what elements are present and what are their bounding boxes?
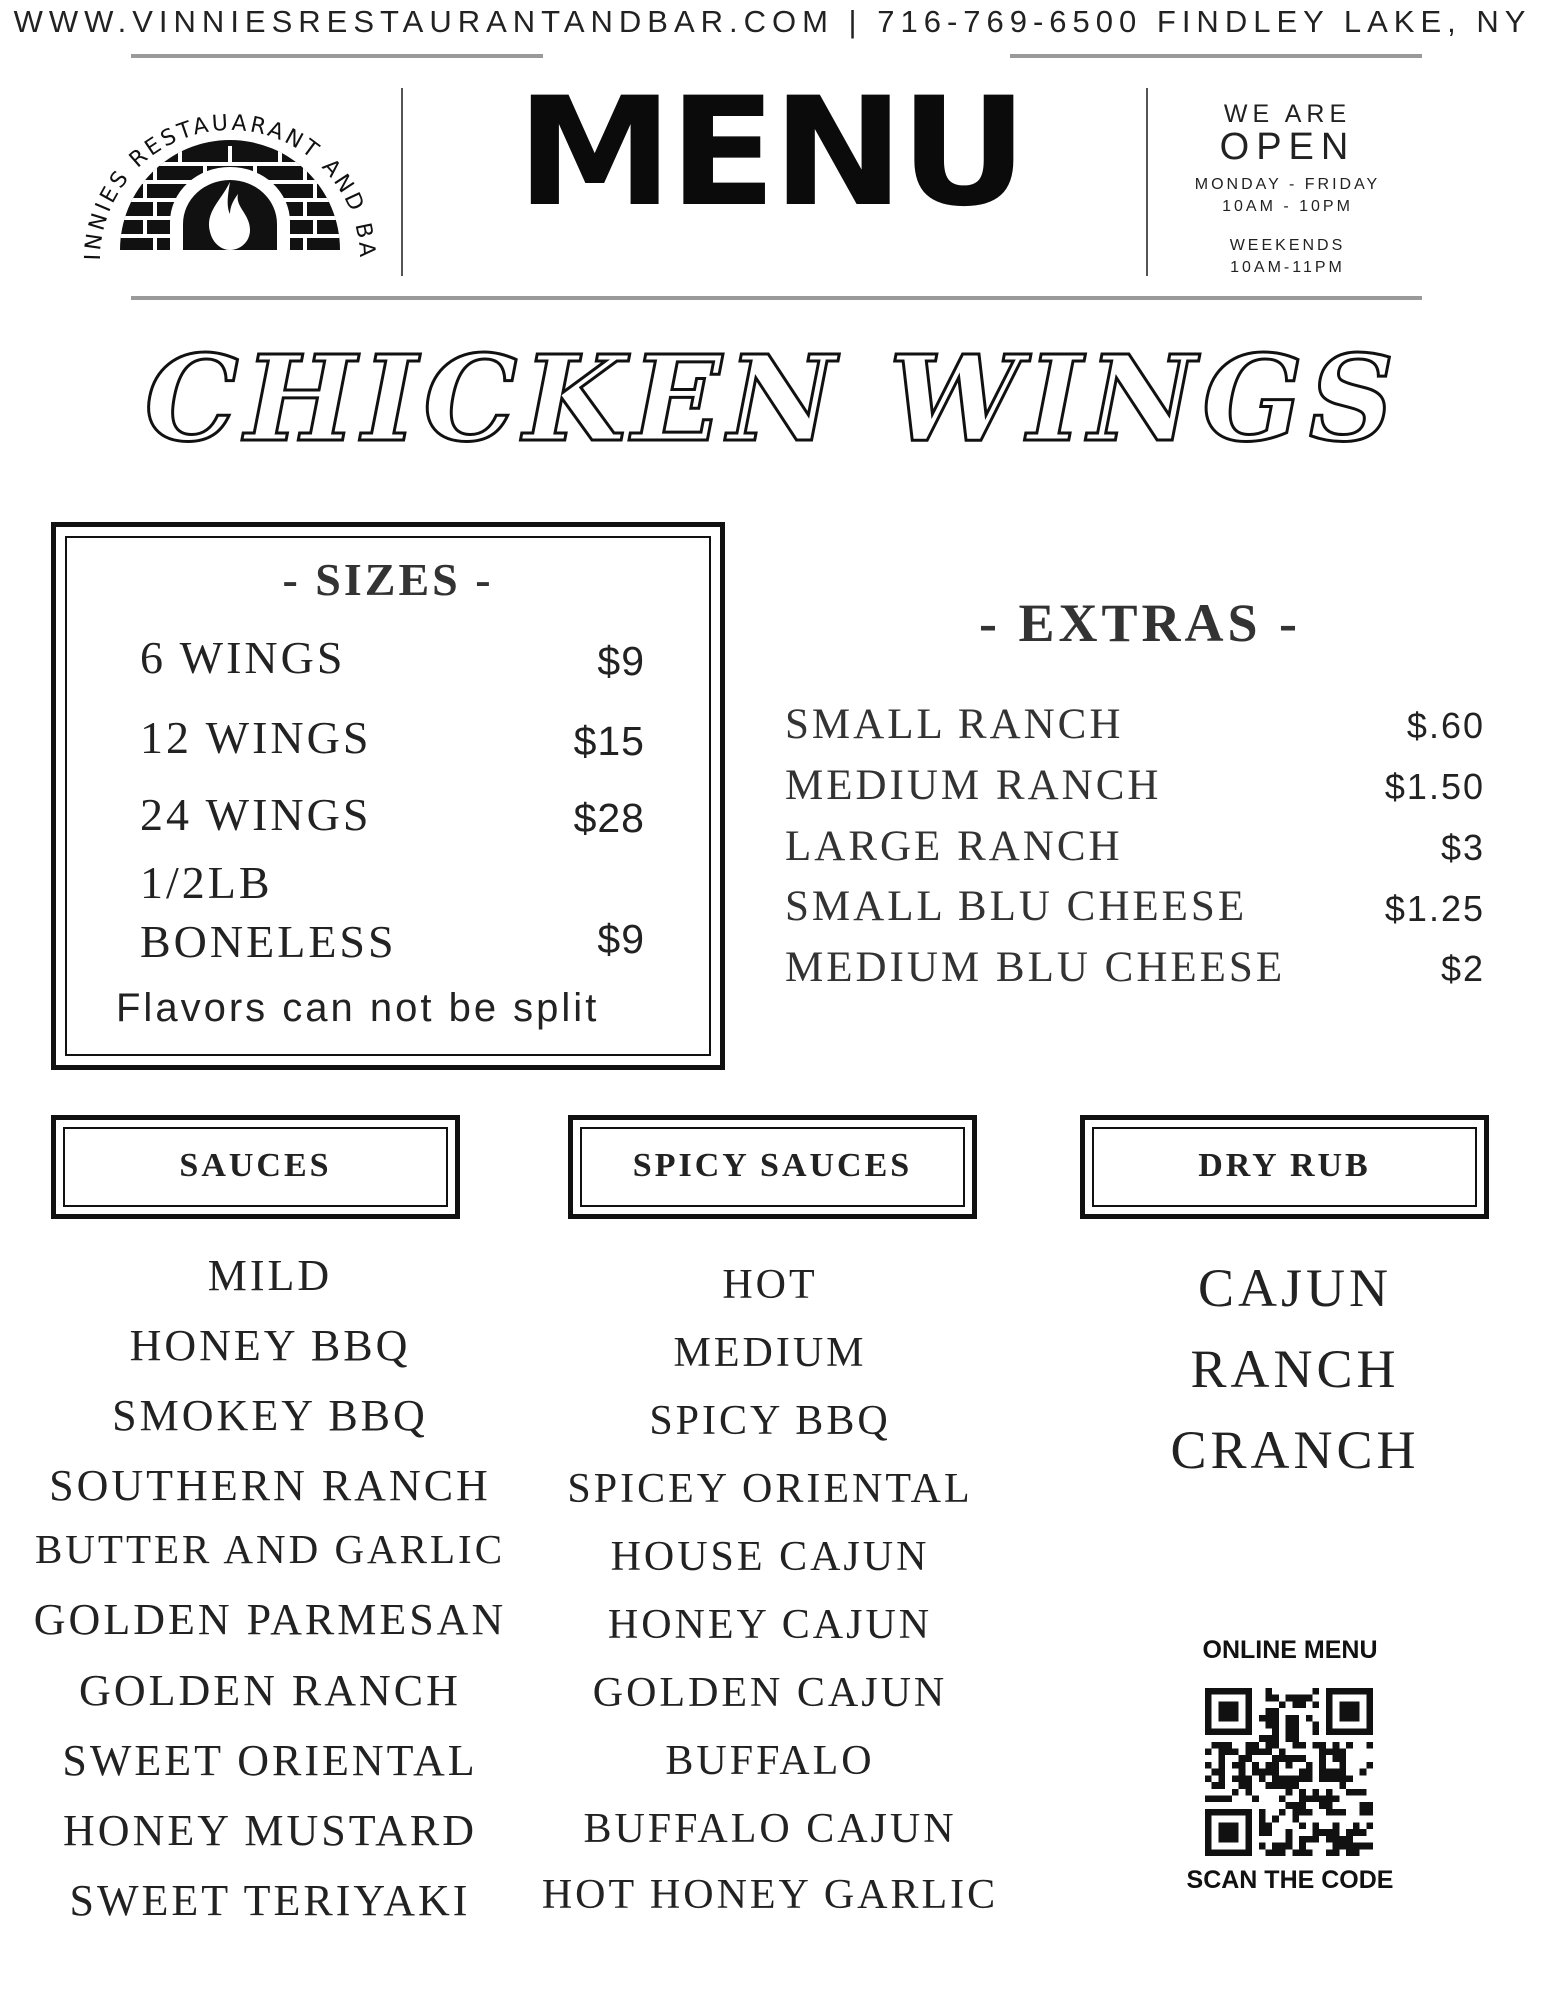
spicy-sauce-item: GOLDEN CAJUN [592,1670,948,1716]
sauce-item: SMOKEY BBQ [112,1391,428,1440]
extra-name: SMALL RANCH [785,701,1124,748]
menu-title: MENU [516,66,1024,240]
spicy-sauce-item: BUFFALO [665,1738,875,1784]
hours-weekday-days: MONDAY - FRIDAY [1194,176,1381,193]
extra-price: $1.25 [1384,888,1485,929]
sauce-item: SOUTHERN RANCH [49,1461,491,1510]
dry-rub-item: RANCH [1190,1339,1400,1399]
contact-line: WWW.VINNIESRESTAURANTANDBAR.COM | 716-769-6500 FINDLEY LAKE, NY [13,4,1532,39]
dry-rub-label: DRY RUB [1198,1147,1371,1184]
dry-rub-item: CRANCH [1170,1420,1420,1480]
size-name-line2: BONELESS [140,916,397,967]
size-name-line1: 1/2LB [140,857,273,908]
sauces-list [0,0,540,2000]
spicy-sauces-label: SPICY SAUCES [632,1147,913,1184]
extra-name: LARGE RANCH [785,823,1123,870]
hero-title: CHICKEN WINGS [144,329,1401,468]
sauce-item: GOLDEN PARMESAN [33,1595,507,1644]
sauce-item: GOLDEN RANCH [79,1666,461,1715]
extra-price: $.60 [1406,705,1485,746]
size-price: $28 [573,795,645,841]
spicy-sauce-item: SPICY BBQ [649,1398,891,1444]
extra-price: $2 [1440,948,1485,989]
dry-rub-item: CAJUN [1197,1258,1393,1318]
sauce-item: BUTTER AND GARLIC [34,1526,506,1572]
extras-heading: - EXTRAS - [978,593,1302,653]
spicy-sauce-item: BUFFALO CAJUN [583,1806,957,1852]
extra-price: $1.50 [1384,766,1485,807]
sizes-note: Flavors can not be split [116,986,600,1030]
size-price: $15 [573,718,645,764]
sauce-item: HONEY MUSTARD [63,1806,477,1855]
qr-bottom-label: SCAN THE CODE [1186,1866,1394,1894]
extra-name: MEDIUM BLU CHEESE [785,944,1286,991]
hours-we-are: WE ARE [1223,100,1352,128]
size-price: $9 [597,638,645,684]
spicy-sauce-item: HOT [722,1262,818,1308]
spicy-sauce-item: HOUSE CAJUN [610,1534,930,1580]
extra-name: SMALL BLU CHEESE [785,883,1248,930]
sauce-item: SWEET TERIYAKI [69,1876,471,1925]
size-price: $9 [597,916,645,962]
extra-price: $3 [1440,827,1485,868]
hours-weekend-days: WEEKENDS [1229,237,1346,254]
size-name: 6 WINGS [140,632,346,683]
hours-weekend-hours: 10AM-11PM [1230,259,1345,276]
spicy-sauce-item: HONEY CAJUN [607,1602,933,1648]
spicy-sauce-item: MEDIUM [673,1330,867,1376]
sauce-item: SWEET ORIENTAL [62,1736,478,1785]
hours-open: OPEN [1219,126,1356,168]
size-name: 24 WINGS [140,789,372,840]
size-name: 12 WINGS [140,712,372,763]
qr-code-icon[interactable] [1205,1688,1373,1856]
sauce-item: HONEY BBQ [129,1321,411,1370]
sauce-item: MILD [207,1251,333,1300]
extra-name: MEDIUM RANCH [785,762,1162,809]
qr-top-label: ONLINE MENU [1202,1636,1378,1664]
spicy-sauce-item: HOT HONEY GARLIC [541,1872,999,1918]
logo-arc-text: INNIES RESTAUARANT AND BA [80,110,380,261]
spicy-sauce-item: SPICEY ORIENTAL [567,1466,973,1512]
hours-weekday-hours: 10AM - 10PM [1222,198,1353,215]
sauces-label: SAUCES [179,1147,332,1184]
sizes-heading: - SIZES - [282,554,494,605]
spicy-sauces-list [540,0,1000,2000]
